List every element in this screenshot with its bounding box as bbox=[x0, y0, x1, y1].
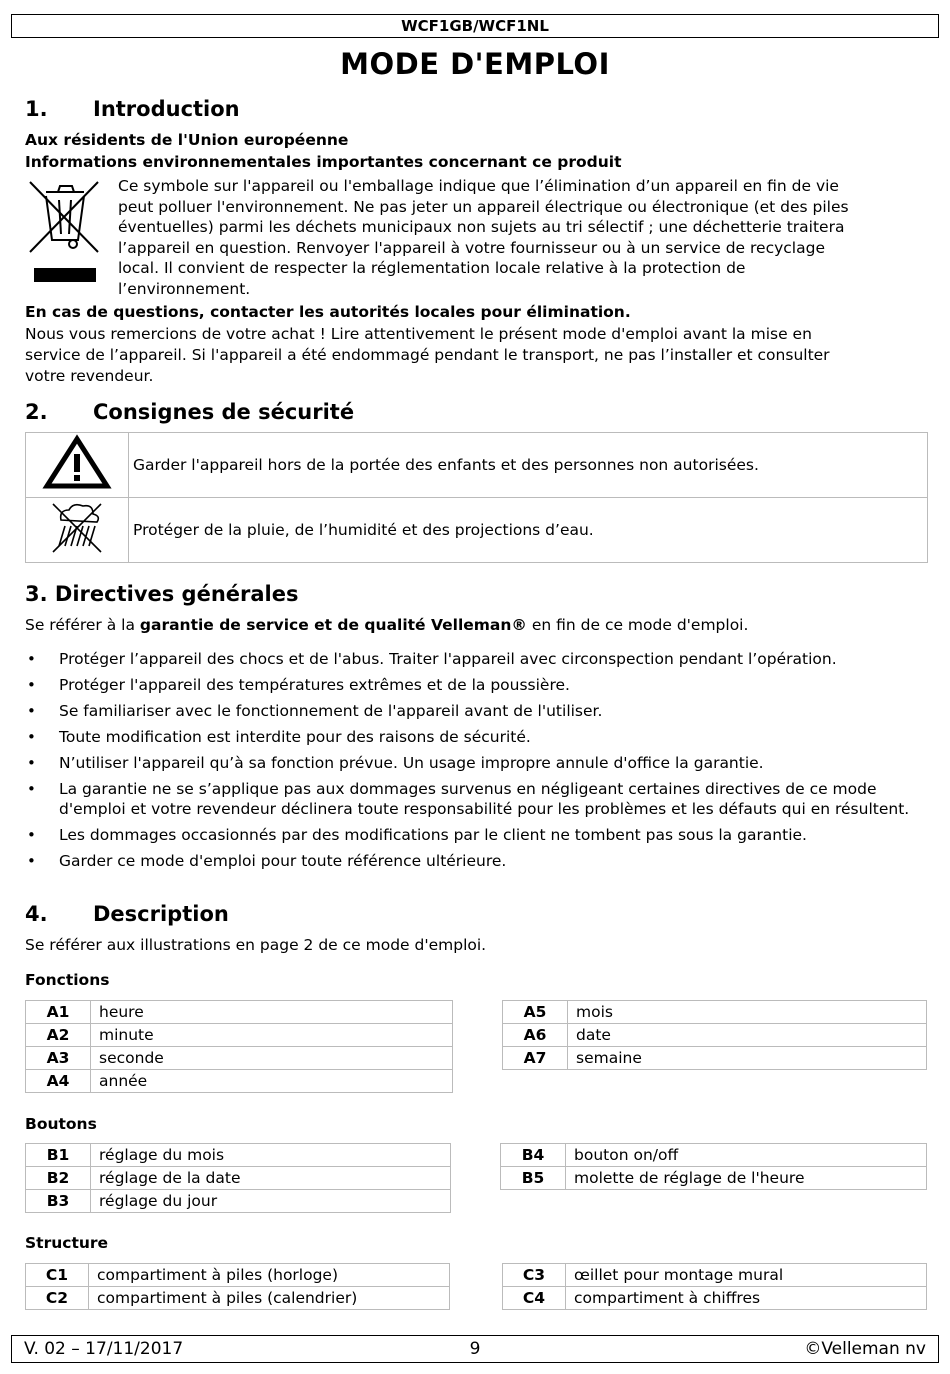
safety-text: Garder l'appareil hors de la portée des enfants et des personnes non autorisées. bbox=[129, 433, 928, 498]
safety-icon-cell bbox=[26, 433, 129, 498]
item-value: seconde bbox=[91, 1047, 453, 1070]
section-title: Consignes de sécurité bbox=[93, 400, 355, 424]
item-value: réglage du jour bbox=[91, 1190, 451, 1213]
contact-authorities-note: En cas de questions, contacter les autorités locales pour élimination. bbox=[25, 303, 631, 321]
item-key: A5 bbox=[503, 1001, 568, 1024]
section-heading-safety bbox=[25, 398, 354, 426]
section-title: Description bbox=[93, 902, 229, 926]
section-number: 4. bbox=[25, 902, 48, 926]
table-row bbox=[503, 1001, 927, 1024]
list-item: • Protéger l'appareil des températures extrêmes et de la poussière. bbox=[25, 675, 930, 695]
table-row bbox=[503, 1287, 927, 1310]
guidelines-list bbox=[25, 649, 930, 877]
item-key: C1 bbox=[26, 1264, 89, 1287]
buttons-table-left bbox=[25, 1143, 451, 1213]
section-number: 2. bbox=[25, 400, 48, 424]
item-key: C2 bbox=[26, 1287, 89, 1310]
item-value: compartiment à chiffres bbox=[566, 1287, 927, 1310]
text-line: peut polluer l'environnement. Ne pas jeter un appareil électrique ou électronique (et des piles bbox=[118, 197, 849, 216]
item-value: réglage de la date bbox=[91, 1167, 451, 1190]
document-header bbox=[11, 14, 939, 38]
safety-row bbox=[26, 433, 928, 498]
list-item: • N’utiliser l'appareil qu’à sa fonction prévue. Un usage impropre annule d'office la garantie. bbox=[25, 753, 930, 773]
item-key: B3 bbox=[26, 1190, 91, 1213]
item-key: B5 bbox=[501, 1167, 566, 1190]
indoor-use-only-icon bbox=[47, 498, 107, 556]
table-row bbox=[26, 1144, 451, 1167]
weee-paragraph bbox=[118, 176, 933, 300]
item-key: A1 bbox=[26, 1001, 91, 1024]
table-row bbox=[26, 1287, 450, 1310]
document-footer bbox=[11, 1335, 939, 1363]
thanks-paragraph bbox=[25, 324, 930, 387]
text-line: éventuelles) parmi les déchets municipaux non sujets au tri sélectif ; une déchetterie traitera bbox=[118, 218, 845, 237]
functions-table-right bbox=[502, 1000, 927, 1070]
item-value: mois bbox=[568, 1001, 927, 1024]
text-line: Nous vous remercions de votre achat ! Lire attentivement le présent mode d'emploi avant la mise en bbox=[25, 325, 812, 343]
text-run: Se référer à la bbox=[25, 616, 140, 634]
functions-heading: Fonctions bbox=[25, 971, 110, 989]
table-row bbox=[26, 1001, 453, 1024]
item-value: compartiment à piles (calendrier) bbox=[89, 1287, 450, 1310]
item-key: B2 bbox=[26, 1167, 91, 1190]
list-item: • Se familiariser avec le fonctionnement de l'appareil avant de l'utiliser. bbox=[25, 701, 930, 721]
item-key: A4 bbox=[26, 1070, 91, 1093]
item-key: A6 bbox=[503, 1024, 568, 1047]
environment-info-heading: Informations environnementales importantes concernant ce produit bbox=[25, 153, 622, 171]
structure-table-right bbox=[502, 1263, 927, 1310]
weee-bin-icon bbox=[26, 178, 104, 288]
table-row bbox=[503, 1264, 927, 1287]
text-line: local. Il convient de respecter la réglementation locale relative à la protection de bbox=[118, 259, 746, 278]
list-item: • La garantie ne se s’applique pas aux dommages survenus en négligeant certaines directives de ce mode d'emploi et votre revendeur déclinera toute responsabilité pour les problèmes et les défauts qui en résultent. bbox=[25, 779, 930, 819]
safety-table bbox=[25, 432, 928, 563]
copyright: ©Velleman nv bbox=[804, 1339, 926, 1359]
list-item: • Les dommages occasionnés par des modifications par le client ne tombent pas sous la garantie. bbox=[25, 825, 930, 845]
text-run: en fin de ce mode d'emploi. bbox=[526, 616, 749, 634]
item-key: C4 bbox=[503, 1287, 566, 1310]
item-value: année bbox=[91, 1070, 453, 1093]
section-title: Introduction bbox=[93, 97, 240, 121]
item-value: semaine bbox=[568, 1047, 927, 1070]
table-row bbox=[26, 1190, 451, 1213]
warranty-intro bbox=[25, 615, 930, 635]
item-value: molette de réglage de l'heure bbox=[566, 1167, 927, 1190]
item-value: œillet pour montage mural bbox=[566, 1264, 927, 1287]
safety-row bbox=[26, 498, 928, 563]
text-line: l’environnement. bbox=[118, 279, 251, 298]
text-line: votre revendeur. bbox=[25, 367, 154, 385]
table-row bbox=[26, 1024, 453, 1047]
item-key: A3 bbox=[26, 1047, 91, 1070]
eu-residents-heading: Aux résidents de l'Union européenne bbox=[25, 131, 349, 149]
list-item: • Garder ce mode d'emploi pour toute référence ultérieure. bbox=[25, 851, 930, 871]
text-line: l’appareil en question. Renvoyer l'appareil à votre fournisseur ou à un service de recyclage bbox=[118, 238, 825, 257]
table-row bbox=[26, 1047, 453, 1070]
item-value: compartiment à piles (horloge) bbox=[89, 1264, 450, 1287]
item-value: bouton on/off bbox=[566, 1144, 927, 1167]
section-heading-description bbox=[25, 900, 229, 928]
model-number: WCF1GB/WCF1NL bbox=[401, 17, 549, 35]
version-date: V. 02 – 17/11/2017 bbox=[24, 1339, 184, 1359]
structure-table-left bbox=[25, 1263, 450, 1310]
functions-table-left bbox=[25, 1000, 453, 1093]
safety-text: Protéger de la pluie, de l’humidité et des projections d’eau. bbox=[129, 498, 928, 563]
list-item: • Toute modification est interdite pour des raisons de sécurité. bbox=[25, 727, 930, 747]
table-row bbox=[26, 1167, 451, 1190]
item-value: date bbox=[568, 1024, 927, 1047]
section-heading-general-guidelines: 3. Directives générales bbox=[25, 582, 299, 606]
item-value: heure bbox=[91, 1001, 453, 1024]
warning-triangle-icon bbox=[42, 434, 112, 490]
list-item: • Protéger l’appareil des chocs et de l'abus. Traiter l'appareil avec circonspection pendant l’opération. bbox=[25, 649, 930, 669]
table-row bbox=[503, 1024, 927, 1047]
table-row bbox=[501, 1167, 927, 1190]
safety-icon-cell bbox=[26, 498, 129, 563]
item-key: B4 bbox=[501, 1144, 566, 1167]
buttons-table-right bbox=[500, 1143, 927, 1190]
item-key: C3 bbox=[503, 1264, 566, 1287]
section-number: 1. bbox=[25, 97, 48, 121]
text-line: service de l’appareil. Si l'appareil a été endommagé pendant le transport, ne pas l’installer et consulter bbox=[25, 346, 830, 364]
text-line: Ce symbole sur l'appareil ou l'emballage indique que l’élimination d’un appareil en fin de vie bbox=[118, 177, 839, 195]
item-key: B1 bbox=[26, 1144, 91, 1167]
structure-heading: Structure bbox=[25, 1234, 109, 1252]
warranty-reference: garantie de service et de qualité Velleman® bbox=[139, 616, 527, 634]
table-row bbox=[501, 1144, 927, 1167]
item-value: réglage du mois bbox=[91, 1144, 451, 1167]
item-key: A7 bbox=[503, 1047, 568, 1070]
page-title: MODE D'EMPLOI bbox=[340, 47, 610, 81]
item-value: minute bbox=[91, 1024, 453, 1047]
item-key: A2 bbox=[26, 1024, 91, 1047]
description-intro: Se référer aux illustrations en page 2 de ce mode d'emploi. bbox=[25, 936, 487, 954]
table-row bbox=[26, 1070, 453, 1093]
table-row bbox=[503, 1047, 927, 1070]
section-heading-introduction bbox=[25, 95, 240, 123]
buttons-heading: Boutons bbox=[25, 1115, 97, 1133]
table-row bbox=[26, 1264, 450, 1287]
page-number: 9 bbox=[469, 1339, 481, 1359]
